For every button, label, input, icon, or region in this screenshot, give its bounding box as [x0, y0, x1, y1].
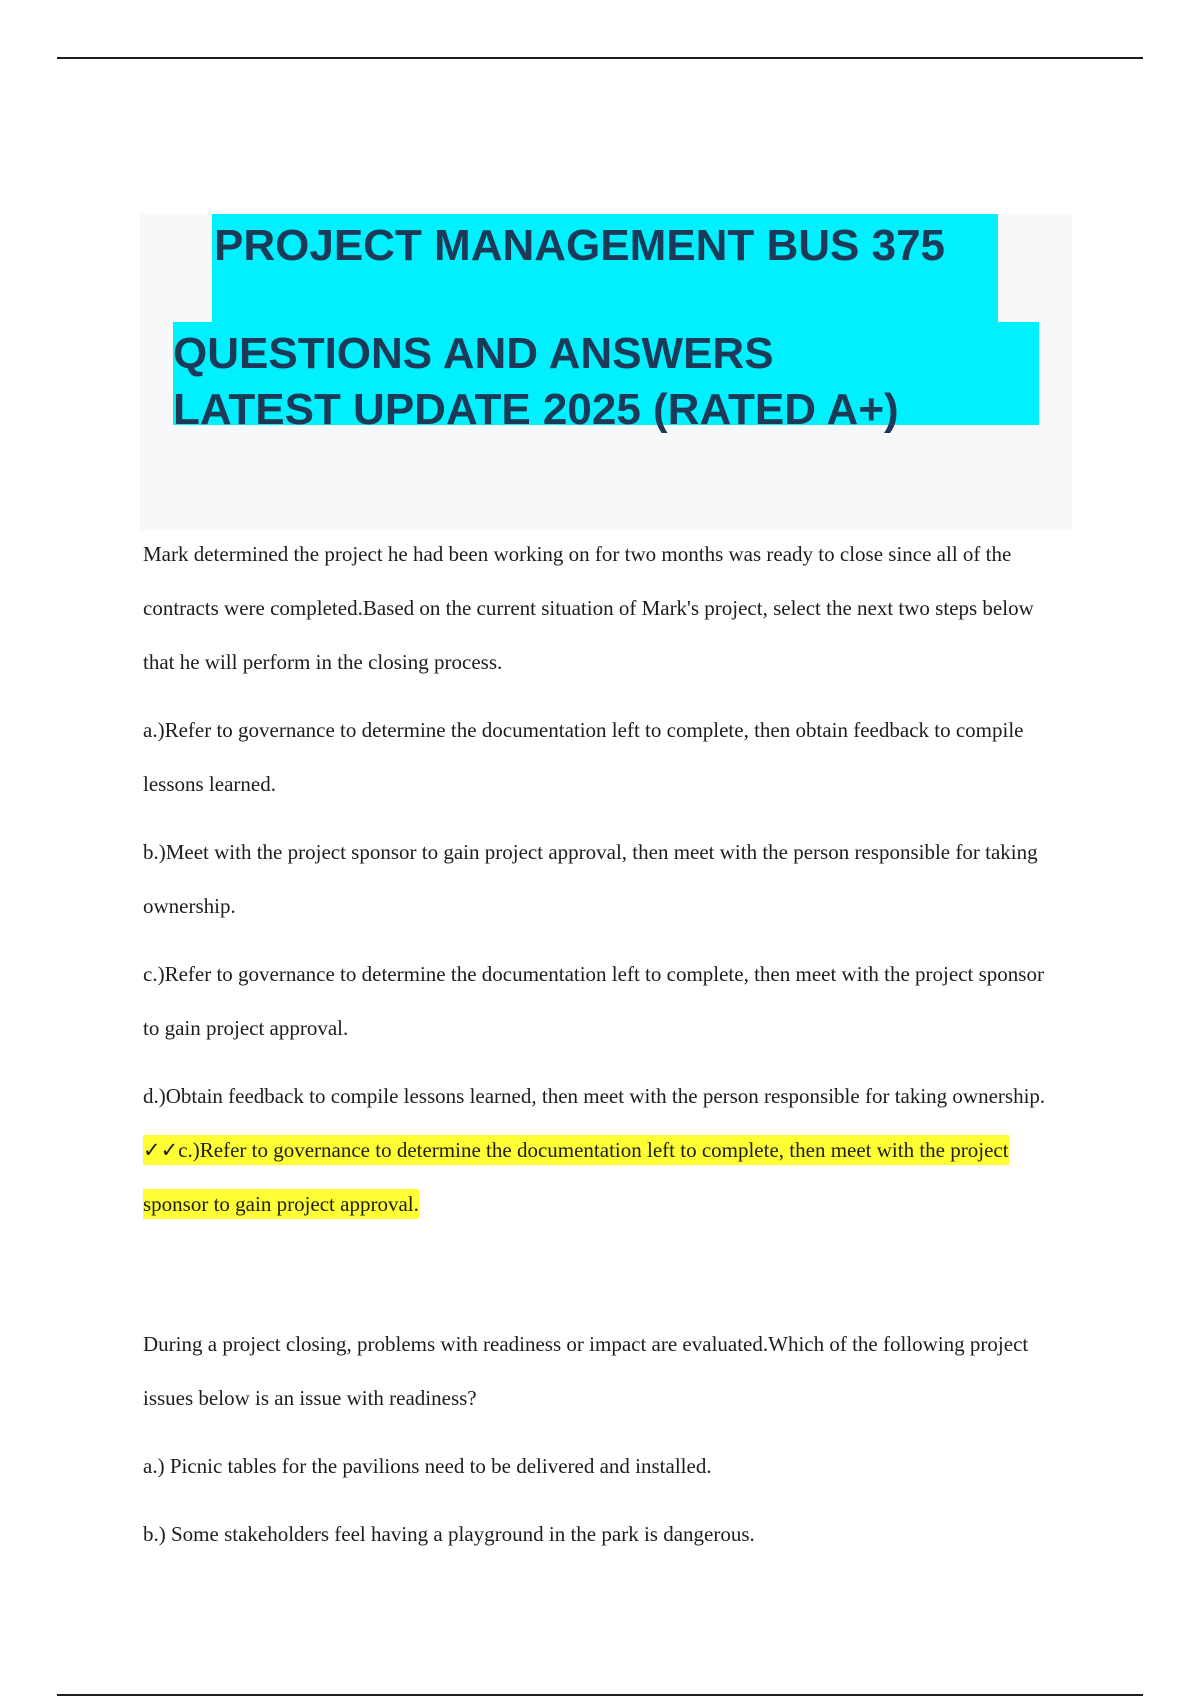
bottom-rule	[57, 1694, 1143, 1696]
document-title-block	[173, 322, 1039, 434]
question-2-option-a: a.) Picnic tables for the pavilions need to be delivered and installed.	[143, 1454, 712, 1478]
question-1-option-c: c.)Refer to governance to determine the documentation left to complete, then meet with the project sponsor to gain project approval.	[143, 962, 1044, 1040]
document-title-line-1: PROJECT MANAGEMENT BUS 375	[212, 214, 998, 322]
document-title-line-2: QUESTIONS AND ANSWERS	[173, 329, 774, 378]
document-body	[143, 527, 1063, 1561]
question-1-option-b: b.)Meet with the project sponsor to gain project approval, then meet with the person responsible for taking ownership.	[143, 840, 1038, 918]
top-rule	[57, 57, 1143, 59]
question-1-prompt: Mark determined the project he had been working on for two months was ready to close since all of the contracts were completed.Based on the current situation of Mark's project, select the next two steps below that he will perform in the closing process.	[143, 542, 1034, 674]
question-2-option-b: b.) Some stakeholders feel having a playground in the park is dangerous.	[143, 1522, 755, 1546]
question-1-option-a: a.)Refer to governance to determine the documentation left to complete, then obtain feedback to compile lessons learned.	[143, 718, 1024, 796]
question-1-option-d-with-answer	[143, 1069, 1063, 1231]
question-1-answer: ✓✓c.)Refer to governance to determine the documentation left to complete, then meet with the project sponsor to gain project approval.	[143, 1135, 1009, 1219]
question-2-prompt: During a project closing, problems with readiness or impact are evaluated.Which of the following project issues below is an issue with readiness?	[143, 1332, 1029, 1410]
document-title-line-3: LATEST UPDATE 2025 (RATED A+)	[173, 385, 899, 434]
question-1-option-d: d.)Obtain feedback to compile lessons learned, then meet with the person responsible for taking ownership.	[143, 1084, 1046, 1108]
